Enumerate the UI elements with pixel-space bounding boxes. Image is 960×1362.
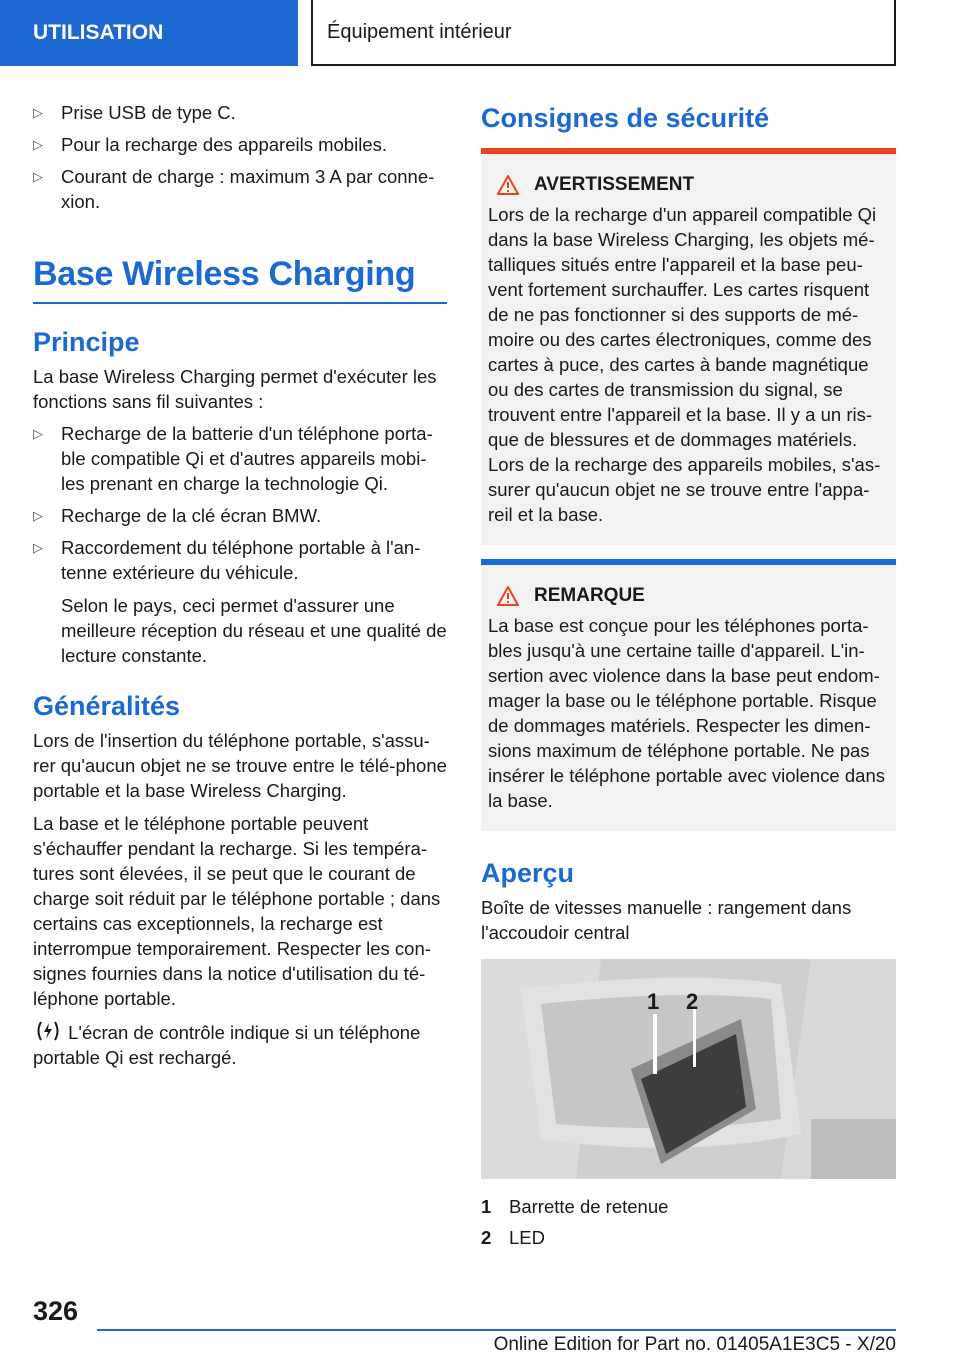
heading-rule [33,302,447,304]
wireless-charging-icon [33,1019,63,1043]
list-item: ▷ Pour la recharge des appareils mobiles. [33,132,447,157]
list-item: ▷ Prise USB de type C. [33,100,447,125]
notice-text: La base est conçue pour les téléphones porta-bles jusqu'à une certaine taille d'appareil. L'in-sertion avec violence dans la base peut endom-mager la base ou le téléphone portable. Risque de dommages matériels. Respecter les dimen-sions maximum de téléphone portable. Ne pas insérer le téléphone portable avec violence dans la base. [488,615,885,811]
warning-text: Lors de la recharge d'un appareil compatible Qi dans la base Wireless Charging, les objets mé-talliques situés entre l'appareil et la base peu-vent fortement surchauffer. Les cartes risquent de ne pas fonctionner si des supports de mé-moire ou des cartes électroniques, comme des cartes à puce, des cartes à bande magnétique ou des cartes de transmission du signal, se trouvent entre l'appareil et la base. Il y a un ris-que de blessures et de dommages matériels. Lors de la recharge des appareils mobiles, s'as-surer qu'aucun objet ne se trouve entre l'appa-reil et la base. [488,204,881,525]
photo-label-1: 1 [647,989,660,1014]
warning-box [481,148,896,545]
apercu-heading: Aperçu [481,858,575,888]
generalites-heading: Généralités [33,691,181,721]
page-number: 326 [33,1296,79,1326]
principe-text: La base Wireless Charging permet d'exécuter les fonctions sans fil suivantes : [33,366,437,412]
armrest-photo [481,959,896,1179]
section-tab [0,0,298,66]
photo-legend [481,1191,896,1253]
generalites-p1: Lors de l'insertion du téléphone portable, s'assu-rer qu'aucun objet ne se trouve entre le télé-phone portable et la base Wireless Charging. [33,730,447,801]
notice-triangle-icon [496,585,520,607]
generalites-p3-text: L'écran de contrôle indique si un téléphone portable Qi est rechargé. [33,1022,421,1068]
notice-header [488,585,886,607]
photo-label-2: 2 [686,989,699,1014]
legend-text: LED [509,1227,545,1248]
safety-heading: Consignes de sécurité [481,103,770,133]
legend-item [481,1222,896,1253]
list-item: ▷ Courant de charge : maximum 3 A par conne-xion. [33,164,447,214]
list-item: ▷ Recharge de la batterie d'un téléphone porta-ble compatible Qi et d'autres appareils mobi-les prenant en charge la technologie Qi. [33,421,447,496]
right-column [481,100,896,1253]
chapter-title [311,0,896,66]
edition-text: Online Edition for Part no. 01405A1E3C5 - X/20 [493,1334,896,1355]
warning-triangle-icon [496,174,520,196]
footer-rule [97,1329,896,1331]
apercu-caption: Boîte de vitesses manuelle : rangement dans l'accoudoir central [481,897,852,943]
main-heading-block [33,254,447,304]
notice-label: REMARQUE [534,585,645,606]
main-heading: Base Wireless Charging [33,255,416,293]
list-item: ▷ Recharge de la clé écran BMW. [33,503,447,528]
legend-number: 1 [481,1196,492,1217]
list-item: ▷ Raccordement du téléphone portable à l'an-tenne extérieure du véhicule. [33,535,447,585]
legend-number: 2 [481,1227,492,1248]
generalites-p2: La base et le téléphone portable peuvent s'échauffer pendant la recharge. Si les tempéra-tures sont élevées, il se peut que le courant de charge soit réduit par le téléphone portable ; dans certains cas exceptionnels, la recharge est interrompue temporairement. Respecter les con-signes fournies dans la notice d'utilisation du té-léphone portable. [33,813,441,1009]
chapter-title-text: Équipement intérieur [327,20,512,43]
principe-heading: Principe [33,327,140,357]
generalites-p3 [33,1019,447,1070]
notice-box [481,559,896,831]
legend-item [481,1191,896,1222]
legend-text: Barrette de retenue [509,1196,669,1217]
principe-note: Selon le pays, ceci permet d'assurer une meilleure réception du réseau et une qualité de lecture constante. [61,595,447,666]
warning-label: AVERTISSEMENT [534,174,695,195]
section-label: UTILISATION [33,21,164,44]
warning-header [488,174,886,196]
left-column [33,100,447,1070]
